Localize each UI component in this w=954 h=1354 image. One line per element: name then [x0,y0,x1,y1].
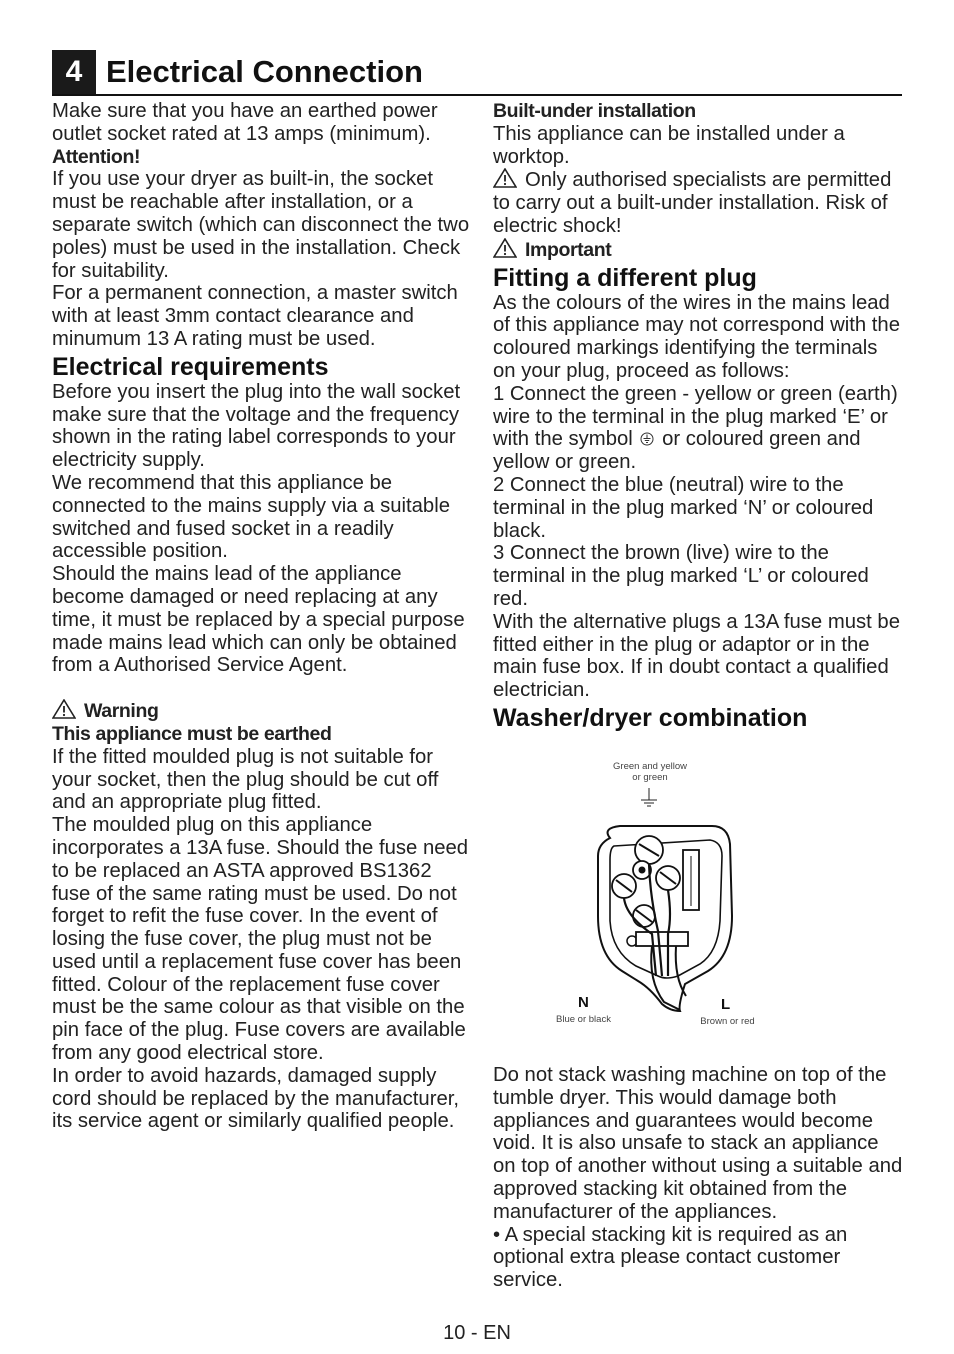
section-number: 4 [52,50,96,94]
important-label: Important [525,238,612,261]
step-3: 3 Connect the brown (live) wire to the terminal in the plug marked ‘L’ or coloured red. [493,542,869,610]
right-column [493,100,903,732]
earthed-label: This appliance must be earthed [52,722,332,745]
step-1-text-cont: or coloured green and yellow or green. [493,428,861,474]
page-number: 10 - EN [443,1322,511,1344]
paragraph: With the alternative plugs a 13A fuse must be fitted either in the plug or adaptor or in the main fuse box. If in doubt contact a qualified electrician. [493,610,900,702]
step-2: 2 Connect the blue (neutral) wire to the terminal in the plug marked ‘N’ or coloured black. [493,473,874,542]
section-header [52,48,902,96]
paragraph: Should the mains lead of the appliance become damaged or need replacing at any time, it must be replaced by a special purpose made mains lead which can only be obtained from a Authorised Service Agent. [52,563,465,677]
paragraph: For a permanent connection, a master switch with at least 3mm contact clearance and minumum 13 A rating must be used. [52,282,458,350]
warning-icon [493,238,517,258]
built-under-label: Built-under installation [493,100,696,122]
important-line [493,238,903,262]
stacking-notes [493,1064,903,1292]
warning-line [52,699,472,723]
live-terminal-label: L [721,996,731,1013]
bullet-item: • A special stacking kit is required as an optional extra please contact customer service. [493,1223,848,1292]
warning-label: Warning [84,700,159,723]
warning-paragraph [493,168,903,237]
paragraph: Make sure that you have an earthed power outlet socket rated at 13 amps (minimum). [52,100,438,145]
paragraph: In order to avoid hazards, damaged supply cord should be replaced by the manufacturer, its service agent or similarly qualified people. [52,1064,460,1133]
paragraph: Do not stack washing machine on top of the tumble dryer. This would damage both appliances and guarantees would become void. It is also unsafe to stack an appliance on top of another without using a suitable and approved stacking kit obtained from the manufacturer of the appliances. [493,1064,903,1223]
page-title: Electrical Connection [106,54,423,89]
live-wire-label: Brown or red [700,1016,755,1027]
title-rule [52,94,902,96]
earth-wire-label: Green and yellow or green [613,761,687,783]
washer-dryer-heading: Washer/dryer combination [493,703,808,732]
left-column [52,100,472,1133]
paragraph: We recommend that this appliance be connected to the mains supply via a suitable switched and fused socket in a readily accessible position. [52,471,450,563]
neutral-terminal-label: N [578,994,589,1011]
fitting-plug-heading: Fitting a different plug [493,263,757,292]
paragraph: As the colours of the wires in the mains lead of this appliance may not correspond with the coloured markings identifying the terminals on your plug, proceed as follows: [493,291,900,382]
warning-icon [52,699,76,719]
paragraph: The moulded plug on this appliance incorporates a 13A fuse. Should the fuse need to be replaced an ASTA approved BS1362 fuse of the same rating must be used. Do not forget to refit the fuse cover. In the event of losing the fuse cover, the plug must not be used until a replacement fuse cover has been fitted. Colour of the replacement fuse cover must be the same colour as that visible on the pin face of the plug. Fuse covers are available from any good electrical store. [52,814,469,1065]
plug-drawing [540,756,780,1036]
paragraph: If the fitted moulded plug is not suitable for your socket, then the plug should be cut off and an appropriate plug fitted. [52,745,439,814]
warning-text: Only authorised specialists are permitted to carry out a built-under installation. Risk of electric shock! [493,169,892,237]
paragraph: Before you insert the plug into the wall socket make sure that the voltage and the frequency shown in the rating label corresponds to your electricity supply. [52,380,461,472]
paragraph: If you use your dryer as built-in, the socket must be reachable after installation, or a separate switch (which can disconnect the two poles) must be used in the installation. Check for suitability. [52,168,470,282]
electrical-requirements-heading: Electrical requirements [52,352,329,381]
warning-icon [493,168,517,188]
earth-symbol-icon [640,432,654,446]
plug-wiring-diagram [540,756,780,1036]
attention-label: Attention! [52,145,141,168]
step-1 [493,383,903,474]
step-1-text: 1 Connect the green - yellow or green (earth) wire to the terminal in the plug marked ‘E’ or with the symbol [493,382,898,451]
neutral-wire-label: Blue or black [556,1014,611,1025]
paragraph: This appliance can be installed under a worktop. [493,122,845,168]
